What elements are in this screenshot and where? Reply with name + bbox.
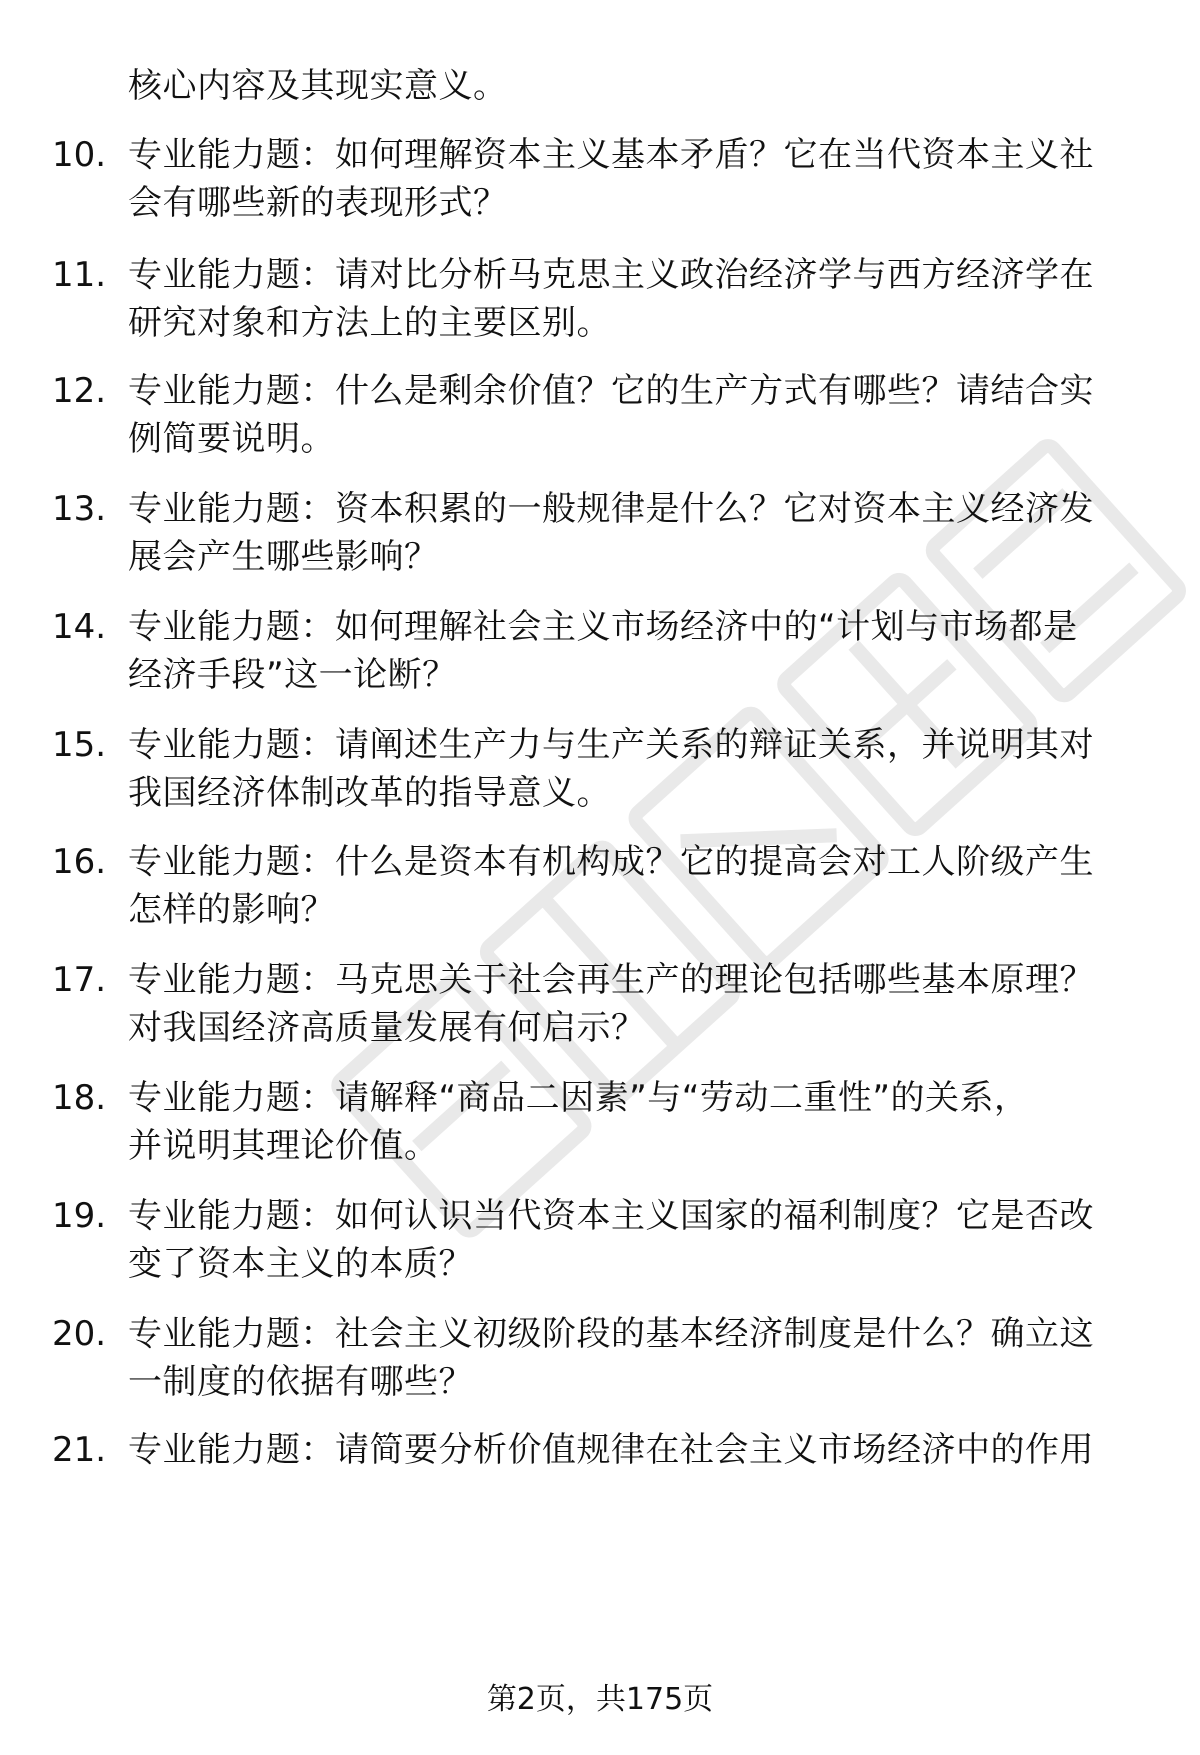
item-number: 11. xyxy=(52,255,107,295)
item-text: 专业能力题：资本积累的一般规律是什么？它对资本主义经济发 展会产生哪些影响？ xyxy=(128,489,1094,577)
item-text: 专业能力题：请对比分析马克思主义政治经济学与西方经济学在 研究对象和方法上的主要区别。 xyxy=(128,255,1094,343)
item-number: 14. xyxy=(52,607,107,647)
item-number: 16. xyxy=(52,842,107,882)
item-text: 专业能力题：请阐述生产力与生产关系的辩证关系，并说明其对 我国经济体制改革的指导意义。 xyxy=(128,725,1094,813)
item-number: 12. xyxy=(52,371,107,411)
item-text: 专业能力题：如何理解资本主义基本矛盾？它在当代资本主义社 会有哪些新的表现形式？ xyxy=(128,135,1094,223)
item-number: 10. xyxy=(52,135,107,175)
item-text: 专业能力题：什么是资本有机构成？它的提高会对工人阶级产生 怎样的影响？ xyxy=(128,842,1094,930)
continued-text: 核心内容及其现实意义。 xyxy=(128,66,508,106)
item-text: 专业能力题：请简要分析价值规律在社会主义市场经济中的作用 xyxy=(128,1430,1094,1470)
item-number: 15. xyxy=(52,725,107,765)
item-text: 专业能力题：什么是剩余价值？它的生产方式有哪些？请结合实 例简要说明。 xyxy=(128,371,1094,459)
item-number: 17. xyxy=(52,960,107,1000)
item-text: 专业能力题：社会主义初级阶段的基本经济制度是什么？确立这 一制度的依据有哪些？ xyxy=(128,1314,1094,1402)
item-text: 专业能力题：马克思关于社会再生产的理论包括哪些基本原理？ 对我国经济高质量发展有何启示？ xyxy=(128,960,1094,1048)
page-number-footer: 第2页，共175页 xyxy=(486,1682,714,1717)
item-text: 专业能力题：如何理解社会主义市场经济中的“计划与市场都是 经济手段”这一论断？ xyxy=(128,607,1078,695)
item-number: 21. xyxy=(52,1430,107,1470)
item-text: 专业能力题：请解释“商品二因素”与“劳动二重性”的关系， 并说明其理论价值。 xyxy=(128,1078,1029,1166)
item-number: 19. xyxy=(52,1196,107,1236)
item-number: 13. xyxy=(52,489,107,529)
item-text: 专业能力题：如何认识当代资本主义国家的福利制度？它是否改 变了资本主义的本质？ xyxy=(128,1196,1094,1284)
item-number: 20. xyxy=(52,1314,107,1354)
item-number: 18. xyxy=(52,1078,107,1118)
